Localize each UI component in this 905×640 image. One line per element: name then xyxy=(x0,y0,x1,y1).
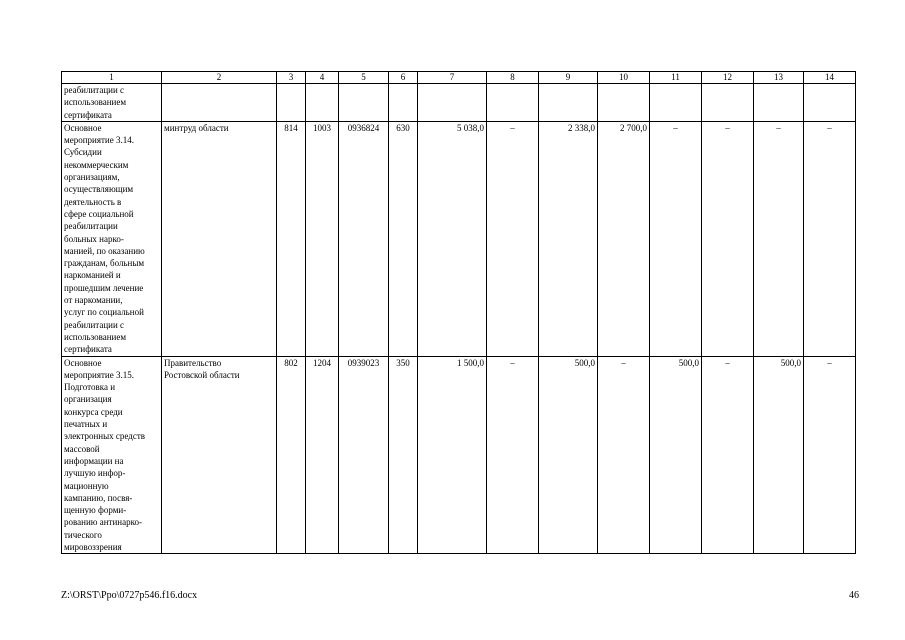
year-amount-cell xyxy=(487,84,539,122)
col-header-5: 5 xyxy=(339,72,389,84)
rzpr-code-cell: 1204 xyxy=(306,356,339,554)
vr-code-cell xyxy=(389,84,418,122)
col-header-8: 8 xyxy=(487,72,539,84)
year-amount-cell xyxy=(804,84,856,122)
year-amount-cell: 500,0 xyxy=(539,356,598,554)
grbs-code-cell: 802 xyxy=(277,356,306,554)
csr-code-cell xyxy=(339,84,389,122)
csr-code-cell: 0936824 xyxy=(339,121,389,356)
col-header-10: 10 xyxy=(598,72,650,84)
col-header-14: 14 xyxy=(804,72,856,84)
year-amount-cell: 500,0 xyxy=(650,356,702,554)
col-header-1: 1 xyxy=(62,72,162,84)
year-amount-cell: – xyxy=(598,356,650,554)
measure-name-cell: Основное мероприятие 3.15. Подготовка и организация конкурса среди печатных и электронных средств массовой информации на лучшую инфор- мационную кампанию, посвя- щенную форми- рованию антинарко- тического мировоззрения xyxy=(62,356,162,554)
grbs-code-cell xyxy=(277,84,306,122)
budget-table-sheet xyxy=(61,71,856,554)
measure-name-cell: Основное мероприятие 3.14. Субсидии некоммерческим организациям, осуществляющим деятельность в сфере социальной реабилитации больных нарко- манией, по оказанию гражданам, больным наркоманией и прошедшим лечение от наркомании, услуг по социальной реабилитации с использованием сертификата xyxy=(62,121,162,356)
measure-name-cell: реабилитации с использованием сертификата xyxy=(62,84,162,122)
year-amount-cell: – xyxy=(702,356,754,554)
table-row xyxy=(62,84,856,122)
total-amount-cell: 5 038,0 xyxy=(418,121,487,356)
year-amount-cell: – xyxy=(487,121,539,356)
year-amount-cell: – xyxy=(754,121,804,356)
grbs-code-cell: 814 xyxy=(277,121,306,356)
csr-code-cell: 0939023 xyxy=(339,356,389,554)
year-amount-cell xyxy=(702,84,754,122)
col-header-13: 13 xyxy=(754,72,804,84)
col-header-2: 2 xyxy=(162,72,277,84)
year-amount-cell: 2 700,0 xyxy=(598,121,650,356)
year-amount-cell xyxy=(754,84,804,122)
vr-code-cell: 350 xyxy=(389,356,418,554)
total-amount-cell xyxy=(418,84,487,122)
vr-code-cell: 630 xyxy=(389,121,418,356)
year-amount-cell xyxy=(598,84,650,122)
year-amount-cell: 500,0 xyxy=(754,356,804,554)
year-amount-cell xyxy=(650,84,702,122)
col-header-9: 9 xyxy=(539,72,598,84)
year-amount-cell xyxy=(539,84,598,122)
year-amount-cell: – xyxy=(804,121,856,356)
total-amount-cell: 1 500,0 xyxy=(418,356,487,554)
col-header-3: 3 xyxy=(277,72,306,84)
rzpr-code-cell xyxy=(306,84,339,122)
col-header-12: 12 xyxy=(702,72,754,84)
year-amount-cell: – xyxy=(804,356,856,554)
year-amount-cell: – xyxy=(650,121,702,356)
executor-cell: Правительство Ростовской области xyxy=(162,356,277,554)
year-amount-cell: – xyxy=(487,356,539,554)
col-header-4: 4 xyxy=(306,72,339,84)
table-row xyxy=(62,121,856,356)
document-file-path: Z:\ORST\Ppo\0727p546.f16.docx xyxy=(61,590,198,601)
page-number: 46 xyxy=(849,590,859,601)
col-header-7: 7 xyxy=(418,72,487,84)
year-amount-cell: – xyxy=(702,121,754,356)
executor-cell: минтруд области xyxy=(162,121,277,356)
col-header-11: 11 xyxy=(650,72,702,84)
rzpr-code-cell: 1003 xyxy=(306,121,339,356)
year-amount-cell: 2 338,0 xyxy=(539,121,598,356)
table-row xyxy=(62,356,856,554)
budget-table xyxy=(61,71,856,554)
executor-cell xyxy=(162,84,277,122)
col-header-6: 6 xyxy=(389,72,418,84)
column-number-row xyxy=(62,72,856,84)
